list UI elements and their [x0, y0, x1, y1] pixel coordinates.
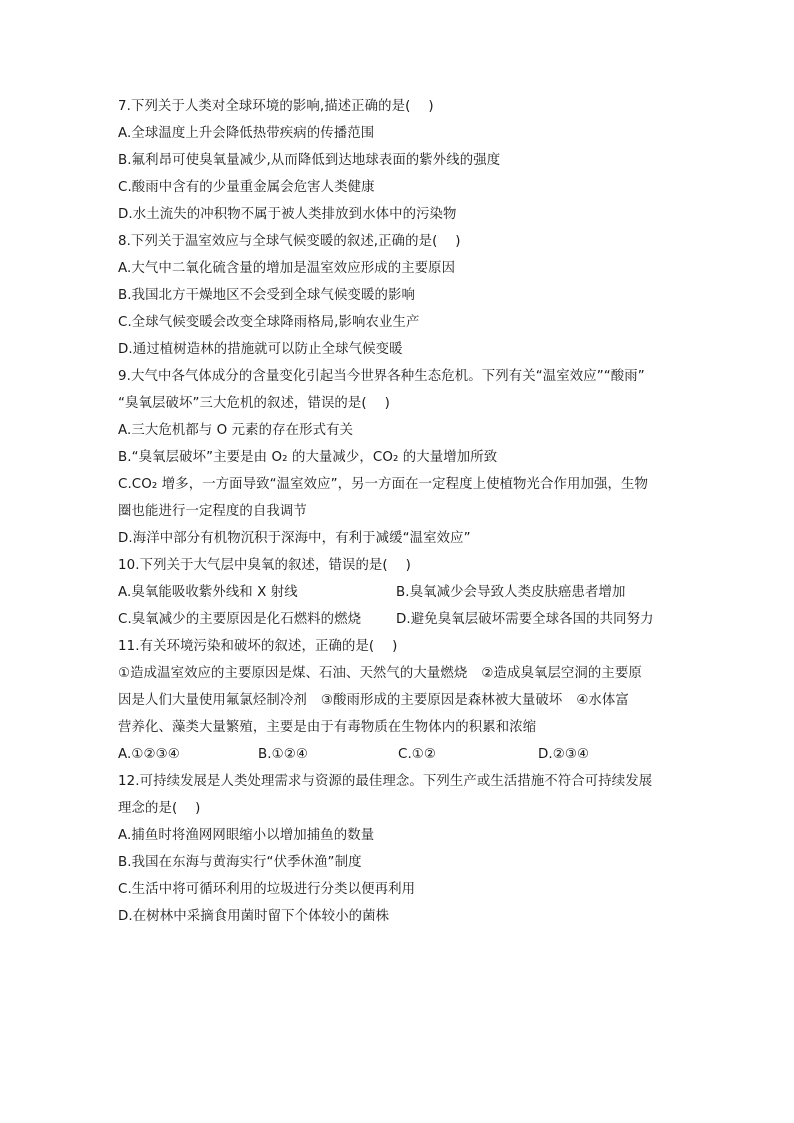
question-12-option-d: D.在树林中采摘食用菌时留下个体较小的菌株 [118, 909, 390, 924]
question-11-option-b: B.①②④ [258, 747, 308, 762]
question-10-option-c: C.臭氧减少的主要原因是化石燃料的燃烧 [118, 612, 362, 627]
question-8-option-a: A.大气中二氧化硫含量的增加是温室效应形成的主要原因 [118, 261, 456, 276]
question-9-option-b: B.“臭氧层破坏”主要是由 O₂ 的大量减少，CO₂ 的大量增加所致 [118, 450, 498, 465]
question-10-options-row-2 [118, 606, 688, 633]
question-11-statements-line-2 [118, 687, 688, 714]
question-10-option-d: D.避免臭氧层破坏需要全球各国的共同努力 [396, 612, 654, 627]
question-7-option-a: A.全球温度上升会降低热带疾病的传播范围 [118, 126, 375, 141]
question-12-option-a: A.捕鱼时将渔网网眼缩小以增加捕鱼的数量 [118, 828, 375, 843]
question-11-statement-4-part-1: ④水体富 [576, 693, 629, 708]
question-9-stem-line-1: 9.大气中各气体成分的含量变化引起当今世界各种生态危机。下列有关“温室效应”“酸雨” [118, 369, 645, 384]
question-7-option-c: C.酸雨中含有的少量重金属会危害人类健康 [118, 180, 375, 195]
question-12-stem-line-2: 理念的是( ) [118, 801, 201, 816]
question-7 [118, 93, 688, 228]
question-8-stem: 8.下列关于温室效应与全球气候变暖的叙述,正确的是( ) [118, 234, 461, 249]
question-11-statements-line-1 [118, 660, 688, 687]
question-11-stem: 11.有关环境污染和破坏的叙述，正确的是( ) [118, 639, 398, 654]
question-12-option-c: C.生活中将可循环利用的垃圾进行分类以便再利用 [118, 882, 416, 897]
question-11-option-d: D.②③④ [538, 747, 590, 762]
question-9 [118, 363, 688, 552]
question-12-stem-line-1: 12.可持续发展是人类处理需求与资源的最佳理念。下列生产或生活措施不符合可持续发展 [118, 774, 653, 789]
question-8-option-c: C.全球气候变暖会改变全球降雨格局,影响农业生产 [118, 315, 420, 330]
question-10-stem: 10.下列关于大气层中臭氧的叙述，错误的是( ) [118, 558, 411, 573]
question-11 [118, 633, 688, 768]
question-9-stem-line-2: “臭氧层破坏”三大危机的叙述，错误的是( ) [118, 396, 390, 411]
question-11-option-a: A.①②③④ [118, 747, 180, 762]
question-11-options-row [118, 741, 688, 768]
question-9-option-c-line-2: 圈也能进行一定程度的自我调节 [118, 504, 307, 519]
question-8-option-b: B.我国北方干燥地区不会受到全球气候变暖的影响 [118, 288, 415, 303]
question-9-option-a: A.三大危机都与 O 元素的存在形式有关 [118, 423, 354, 438]
question-11-statement-2-part-1: ②造成臭氧层空洞的主要原 [481, 666, 642, 681]
question-7-option-b: B.氟利昂可使臭氧量减少,从而降低到达地球表面的紫外线的强度 [118, 153, 501, 168]
question-10-option-b: B.臭氧减少会导致人类皮肤癌患者增加 [396, 585, 626, 600]
question-11-option-c: C.①② [398, 747, 437, 762]
question-8-option-d: D.通过植树造林的措施就可以防止全球气候变暖 [118, 342, 403, 357]
question-12 [118, 768, 688, 930]
question-9-option-c-line-1: C.CO₂ 增多，一方面导致“温室效应”，另一方面在一定程度上使植物光合作用加强，生物 [118, 477, 648, 492]
question-10-option-a: A.臭氧能吸收紫外线和 X 射线 [118, 585, 298, 600]
question-11-statement-2-part-2: 因是人们大量使用氟氯烃制冷剂 [118, 693, 307, 708]
question-8 [118, 228, 688, 363]
question-10 [118, 552, 688, 633]
question-10-options-row-1 [118, 579, 688, 606]
question-12-option-b: B.我国在东海与黄海实行“伏季休渔”制度 [118, 855, 362, 870]
question-7-stem: 7.下列关于人类对全球环境的影响,描述正确的是( ) [118, 99, 434, 114]
question-11-statement-1: ①造成温室效应的主要原因是煤、石油、天然气的大量燃烧 [118, 666, 468, 681]
question-11-statement-3: ③酸雨形成的主要原因是森林被大量破坏 [320, 693, 563, 708]
question-9-option-d: D.海洋中部分有机物沉积于深海中，有利于减缓“温室效应” [118, 531, 471, 546]
question-7-option-d: D.水土流失的冲积物不属于被人类排放到水体中的污染物 [118, 207, 457, 222]
question-list [118, 93, 688, 930]
question-11-statements-line-3: 营养化、藻类大量繁殖，主要是由于有毒物质在生物体内的积累和浓缩 [118, 720, 537, 735]
